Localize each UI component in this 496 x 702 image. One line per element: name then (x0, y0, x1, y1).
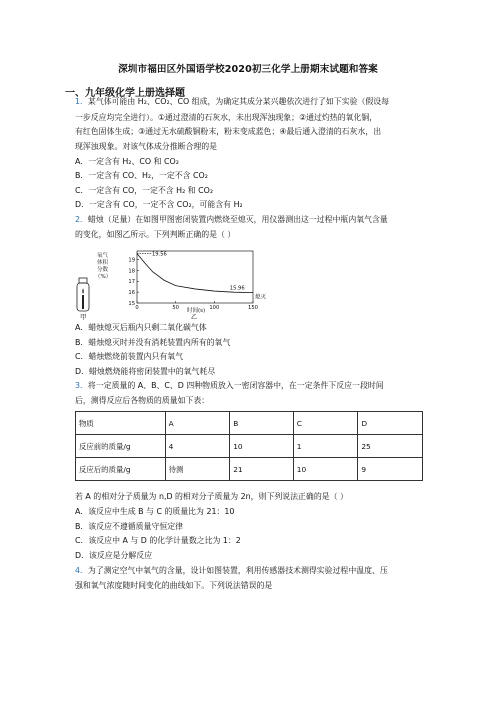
table-header-cell: C (293, 412, 358, 435)
table-cell: 10 (230, 435, 294, 458)
section-heading: 一、九年级化学上册选择题 (65, 88, 185, 99)
q3-number: 3． (75, 381, 88, 390)
q1-option-a: A．一定含有 H₂、CO 和 CO₂ (75, 157, 179, 166)
candle-jar-icon (77, 278, 89, 311)
q1-option-b: B．一定含有 CO、H₂，一定不含 CO₂ (75, 171, 208, 180)
x-tick-label: 0 (135, 305, 139, 311)
table-cell: 反应后的质量/g (76, 458, 166, 481)
end-annotation-label: 15.96 (229, 285, 245, 292)
y-tick-label: 19 (128, 257, 135, 264)
q3-mass-table (75, 411, 423, 481)
table-cell: 21 (230, 458, 294, 481)
table-row (76, 435, 423, 458)
table-header-cell: B (230, 412, 294, 435)
table-header-cell: 物质 (76, 412, 166, 435)
table-row (76, 458, 423, 481)
q1-line-4: 现浑浊现象。对该气体成分推断合理的是 (75, 142, 218, 151)
table-cell: 1 (293, 435, 358, 458)
q1-option-c: C．一定含有 CO，一定不含 H₂ 和 CO₂ (75, 186, 214, 195)
y-tick-label: 17 (128, 279, 135, 286)
q2-option-b: B．蜡烛熄灭时并没有消耗装置内所有的氧气 (75, 338, 231, 347)
q3-option-d: D．该反应是分解反应 (75, 551, 153, 560)
start-annotation-label: 19.56 (152, 251, 167, 258)
q2-number: 2． (75, 215, 88, 224)
table-header-row (76, 412, 423, 435)
table-cell: 25 (358, 435, 423, 458)
table-cell: 反应前的质量/g (76, 435, 166, 458)
q1-line-1: 1．某气体可能由 H₂、CO₂、CO 组成，为确定其成分某兴趣依次进行了如下实验（假设每 (75, 97, 390, 106)
q2-line-1: 2．蜡烛（足量）在如图甲图密闭装置内燃烧至熄灭，用仪器测出这一过程中瓶内氧气含量 (75, 215, 388, 224)
q2-line-2: 的变化，如图乙所示。下列判断正确的是（ ） (75, 230, 236, 239)
q2-figure (75, 245, 275, 320)
q4-number: 4． (75, 566, 88, 575)
y-tick-label: 18 (128, 268, 135, 275)
table-header-cell: D (358, 412, 423, 435)
q3-line-1: 3．将一定质量的 A、B、C、D 四种物质放入一密闭容器中，在一定条件下反应一段时间 (75, 381, 384, 390)
q4-line-1: 4．为了测定空气中氧气的含量，设计如图装置，利用传感器技术测得实验过程中温度、压 (75, 566, 388, 575)
q1-number: 1． (75, 97, 88, 106)
chart-ylabel-2: 体积 (97, 260, 109, 266)
table-cell: 待测 (165, 458, 230, 481)
chart-xlabel: 时间(s) (187, 308, 206, 314)
q4-line-2: 强和氧气浓度随时间变化的曲线如下。下列说法错误的是 (75, 581, 273, 590)
x-tick-label: 150 (248, 305, 258, 311)
q1-line-3: 有红色固体生成；③通过无水硫酸铜粉末，粉末变成蓝色；④最后通入澄清的石灰水，出 (75, 127, 382, 136)
table-cell: 9 (358, 458, 423, 481)
chart-ylabel-4: （%） (95, 274, 112, 280)
extinguish-label: 熄灭 (255, 294, 267, 301)
chart-ylabel-3: 分数 (97, 267, 109, 273)
table-header-cell: A (165, 412, 230, 435)
q3-stem: 若 A 的相对分子质量为 n,D 的相对分子质量为 2n，则下列说法正确的是（ ） (75, 492, 348, 501)
y-tick-label: 16 (128, 289, 135, 296)
q2-option-c: C．蜡烛燃烧前装置内只有氧气 (75, 352, 184, 361)
x-tick-label: 50 (172, 305, 179, 311)
jar-label: 甲 (80, 313, 87, 320)
page-title: 深圳市福田区外国语学校2020初三化学上册期末试题和答案 (118, 64, 378, 75)
y-tick-label: 15 (128, 300, 135, 307)
table-cell: 4 (165, 435, 230, 458)
q1-line-2: 一步反应均完全进行）。①通过澄清的石灰水，未出现浑浊现象；②通过灼热的氧化铜， (75, 113, 378, 122)
q1-option-d: D．一定含有 CO，一定不含 CO₂，可能含有 H₂ (75, 200, 243, 209)
q2-option-d: D．蜡烛燃烧能将密闭装置中的氧气耗尽 (75, 367, 216, 376)
chart-frame (137, 251, 253, 303)
q3-option-b: B．该反应不遵循质量守恒定律 (75, 522, 183, 531)
chart-ylabel-1: 氧气 (97, 253, 109, 259)
q3-option-a: A．该反应中生成 B 与 C 的质量比为 21：10 (75, 507, 235, 516)
table-cell: 10 (293, 458, 358, 481)
chart-label: 乙 (191, 314, 198, 320)
q2-option-a: A．蜡烛熄灭后瓶内只剩二氧化碳气体 (75, 323, 207, 332)
x-tick-label: 100 (209, 305, 220, 311)
q3-option-c: C．该反应中 A 与 D 的化学计量数之比为 1：2 (75, 536, 241, 545)
q3-line-2: 后，测得反应后各物质的质量如下表： (75, 396, 210, 405)
chart-plot-area (128, 251, 266, 311)
